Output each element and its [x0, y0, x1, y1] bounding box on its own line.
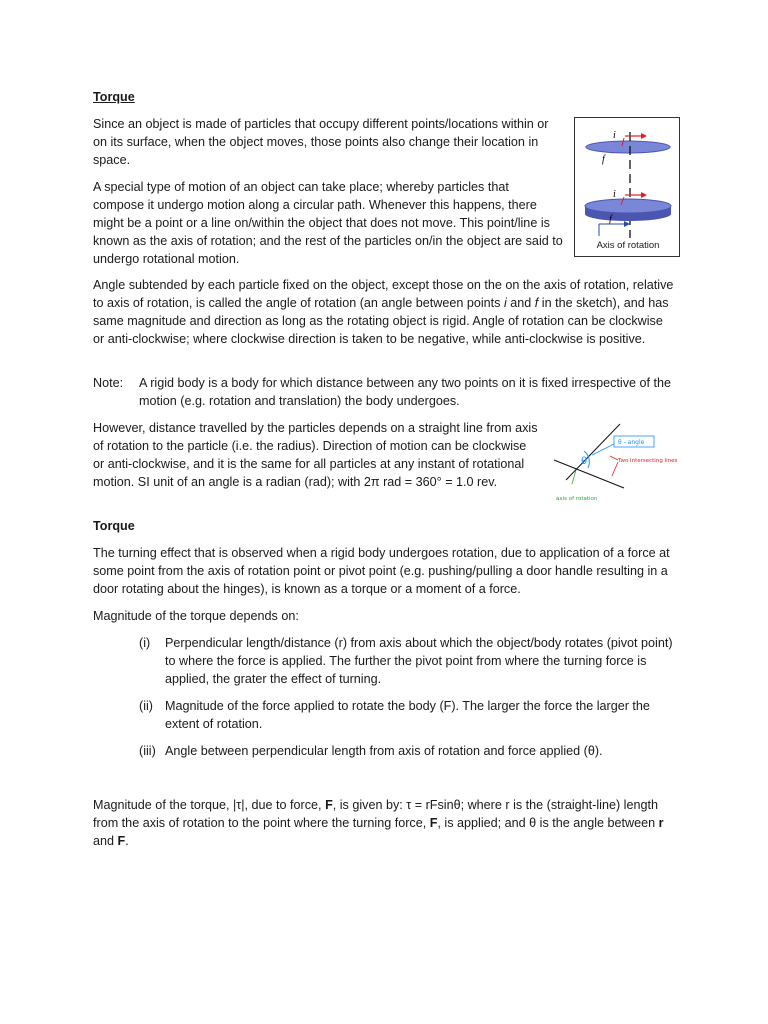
para7-bold-F: F [117, 834, 126, 848]
paragraph-distance: However, distance travelled by the particles depends on a straight line from axis of rotation to the particle (i.e. the radius). Direction of motion can be clockwise or anti-clockwise, and it is the same for all particles at any instant of rotational motion. SI unit of an angle is a radian (rad); with 2π rad = 360° = 1.0 rev. [93, 421, 538, 489]
para7-bold-r: r [658, 816, 664, 830]
lines-label: Two intersecting lines [618, 458, 678, 464]
theta-legend: θ - angle [618, 439, 645, 446]
line-two [566, 424, 620, 480]
subheading-torque: Torque [93, 519, 135, 533]
note-text: A rigid body is a body for which distance between any two points on it is fixed irrespective of the motion (e.g. rotation and translation) the body undergoes. [139, 376, 672, 408]
label-f-top: f [602, 154, 605, 165]
para3-part-c: in the sketch), and has same magnitude and direction as long as the rotating object is rigid. Angle of rotation can be clockwise or anti-clockwise; where clockwise direction is taken to be negative, while anti-clockwise is positive. [93, 296, 669, 346]
para7-part-e: . [125, 834, 129, 848]
para7-part-b: , is given by: τ = rFsinθ; where r is the (straight-line) length from the axis of rotation to the point where the turning force, [93, 798, 658, 830]
label-i-top: i [613, 130, 616, 141]
list-item-text: Magnitude of the force applied to rotate the body (F). The larger the force the larger the extent of rotation. [165, 699, 650, 731]
page-title: Torque [93, 90, 135, 104]
label-i-bottom: i [613, 189, 616, 200]
angle-figure [548, 418, 678, 508]
paragraph-intro: Since an object is made of particles that occupy different points/locations within or on its surface, when the object moves, those points also change their location in space. [93, 117, 549, 167]
list-item-number: (i) [139, 636, 151, 650]
para3-part-b: and [506, 296, 535, 310]
list-item-number: (iii) [139, 744, 156, 758]
paragraph-torque-formula [93, 796, 675, 850]
list-item-text: Perpendicular length/distance (r) from axis about which the object/body rotates (pivot point) to where the force is applied. The further the pivot point from where the turning force is applied, the grater the effect of turning. [165, 636, 673, 686]
list-item-number: (ii) [139, 699, 153, 713]
paragraph-angle-of-rotation [93, 276, 675, 348]
para7-bold-F: F [429, 816, 438, 830]
list-item-text: Angle between perpendicular length from axis of rotation and force applied (θ). [165, 744, 603, 758]
paragraph-turning-effect: The turning effect that is observed when a rigid body undergoes rotation, due to application of a force at some point from the axis of rotation point or pivot point (e.g. pushing/pulling a door handle resulting in a door rotating about the hinges), is known as a torque or a moment of a force. [93, 546, 670, 596]
para7-part-d: and [93, 834, 118, 848]
theta-symbol: θ [581, 456, 588, 467]
label-f-bottom: f [609, 214, 612, 225]
paragraph-rotation: A special type of motion of an object can take place; whereby particles that compose it undergo motion along a circular path. Whenever this happens, there might be a point or a line on/within the object that does not move. This point/line is known as the axis of rotation; and the rest of the particles on/in the object are said to undergo rotational motion. [93, 180, 563, 266]
figure-caption: Axis of rotation [596, 240, 660, 251]
para7-bold-F: F [325, 798, 333, 812]
top-disc [586, 141, 670, 153]
para7-part-a: Magnitude of the torque, |τ|, due to force, [93, 798, 326, 812]
paragraph-depends-on: Magnitude of the torque depends on: [93, 609, 299, 623]
para7-part-c: , is applied; and θ is the angle between [437, 816, 659, 830]
axis-of-rotation-label: axis of rotation [556, 496, 598, 502]
para3-part-a: Angle subtended by each particle fixed on the object, except those on the on the axis of rotation, relative to axis of rotation, is called the angle of rotation (an angle between points [93, 278, 674, 310]
para3-f: f [534, 296, 539, 310]
bottom-disc [585, 199, 671, 213]
note-label: Note: [93, 376, 124, 390]
rotation-figure [574, 117, 680, 257]
para3-i: i [503, 296, 507, 310]
